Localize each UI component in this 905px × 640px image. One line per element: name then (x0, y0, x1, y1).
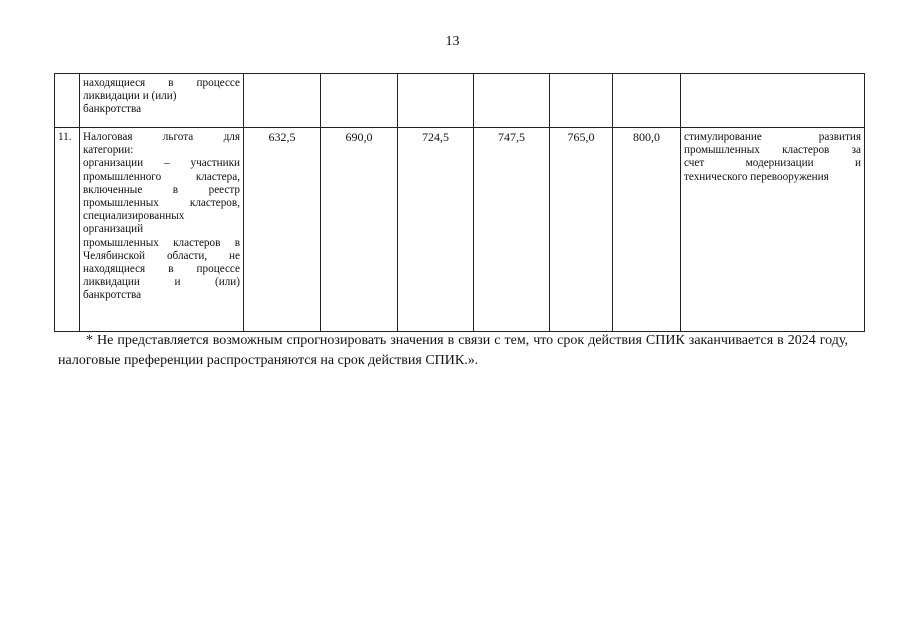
description-line: банкротства (83, 103, 142, 116)
description-line: включенные в реестр (83, 183, 240, 196)
value-cell (321, 74, 398, 128)
description-line: специализированных (83, 210, 185, 223)
description-line: ликвидации и (или) (83, 276, 240, 289)
tax-benefits-table (54, 73, 865, 332)
value-cell: 800,0 (613, 128, 681, 332)
goal-cell (681, 128, 865, 332)
value-cell (244, 74, 321, 128)
value-cell (474, 74, 550, 128)
description-line: организаций (83, 223, 144, 236)
category-description (80, 74, 244, 128)
table-row (55, 128, 865, 332)
value-cell: 690,0 (321, 128, 398, 332)
description-line: Налоговая льгота для (83, 131, 240, 143)
description-line: ликвидации и (или) (83, 90, 177, 103)
goal-line: технического перевооружения (684, 170, 829, 183)
row-number (55, 74, 80, 128)
row-number: 11. (55, 128, 80, 332)
value-cell (550, 74, 613, 128)
footnote-text: * Не представляется возможным спрогнозировать значения в связи с тем, что срок действия СПИК заканчивается в 2024 году, налоговые преференции распространяются на срок действия СПИК.». (58, 333, 848, 368)
description-line: промышленного кластера, (83, 170, 240, 183)
description-line: организации – участники (83, 157, 240, 170)
value-cell: 765,0 (550, 128, 613, 332)
category-description (80, 128, 244, 332)
value-cell: 632,5 (244, 128, 321, 332)
goal-line: промышленных кластеров за (684, 144, 861, 157)
value-cell (398, 74, 474, 128)
description-line: Челябинской области, не (83, 249, 240, 262)
description-line: промышленных кластеров, (83, 197, 240, 210)
description-line: находящиеся в процессе (83, 263, 240, 276)
goal-line: стимулирование развития (684, 131, 861, 143)
goal-line: счет модернизации и (684, 157, 861, 170)
description-line: находящиеся в процессе (83, 77, 240, 89)
description-line: категории: (83, 144, 134, 157)
goal-cell (681, 74, 865, 128)
page-number: 13 (445, 34, 460, 49)
table-row (55, 74, 865, 128)
value-cell (613, 74, 681, 128)
description-line: банкротства (83, 289, 142, 302)
footnote (58, 331, 848, 371)
description-line: промышленных кластеров в (83, 236, 240, 249)
value-cell: 747,5 (474, 128, 550, 332)
value-cell: 724,5 (398, 128, 474, 332)
